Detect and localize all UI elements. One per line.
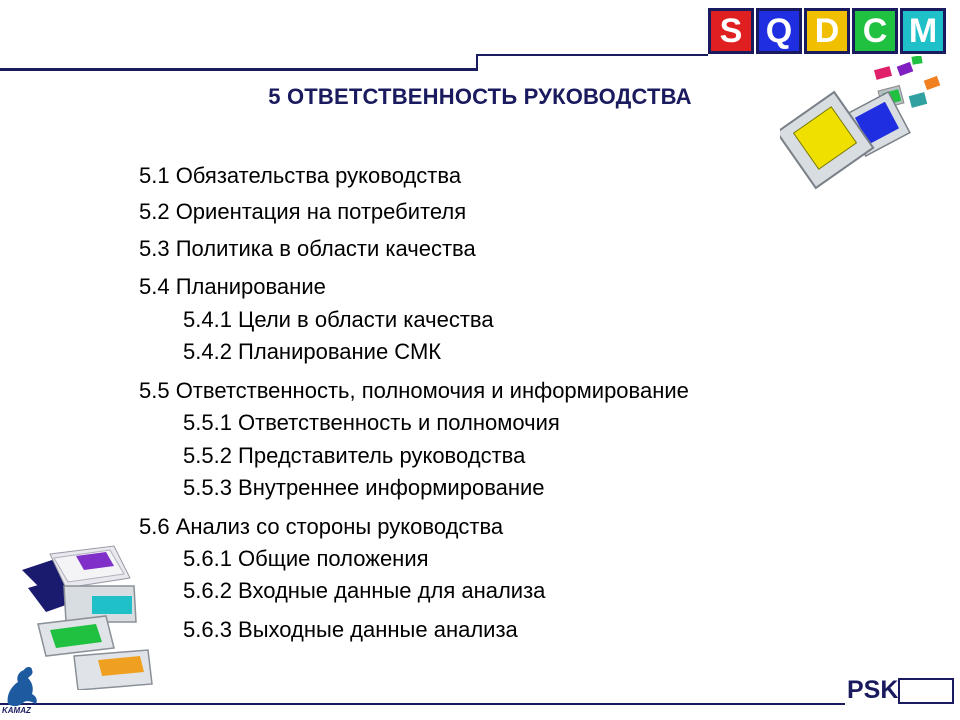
agenda-item-5-5-3: 5.5.3 Внутреннее информирование: [183, 475, 545, 500]
kamaz-logo-label: KAMAZ: [2, 706, 31, 715]
sqdcm-logo: [708, 8, 946, 54]
agenda-item-5-6-2: 5.6.2 Входные данные для анализа: [183, 578, 546, 603]
papers-bottom-left-illustration: [22, 538, 172, 690]
sqdcm-letter-c: C: [852, 8, 898, 54]
header-rule-right: [476, 54, 708, 56]
psk-logo: PSK: [847, 676, 899, 704]
header-rule-step: [476, 54, 478, 70]
sqdcm-letter-d: D: [804, 8, 850, 54]
papers-top-right-illustration: [780, 56, 950, 206]
agenda-item-5-5-1: 5.5.1 Ответственность и полномочия: [183, 410, 560, 435]
psk-logo-frame: [898, 678, 954, 704]
page-title: 5 ОТВЕТСТВЕННОСТЬ РУКОВОДСТВА: [268, 84, 692, 109]
agenda-item-5-5-2: 5.5.2 Представитель руководства: [183, 443, 526, 468]
sqdcm-letter-m: M: [900, 8, 946, 54]
agenda-item-5-4-1: 5.4.1 Цели в области качества: [183, 307, 494, 332]
agenda-item-5-4-2: 5.4.2 Планирование СМК: [183, 339, 442, 364]
sqdcm-letter-q: Q: [756, 8, 802, 54]
agenda-item-5-6-1: 5.6.1 Общие положения: [183, 546, 429, 571]
agenda-item-5-5: 5.5 Ответственность, полномочия и информирование: [139, 378, 689, 403]
agenda-item-5-6: 5.6 Анализ со стороны руководства: [139, 514, 504, 539]
agenda-item-5-2: 5.2 Ориентация на потребителя: [139, 199, 467, 224]
agenda-item-5-1: 5.1 Обязательства руководства: [139, 163, 462, 188]
agenda-item-5-4: 5.4 Планирование: [139, 274, 326, 299]
footer-rule: [0, 703, 845, 705]
header-rule: [0, 68, 478, 71]
agenda-item-5-6-3: 5.6.3 Выходные данные анализа: [183, 617, 518, 642]
sqdcm-letter-s: S: [708, 8, 754, 54]
agenda-item-5-3: 5.3 Политика в области качества: [139, 236, 476, 261]
